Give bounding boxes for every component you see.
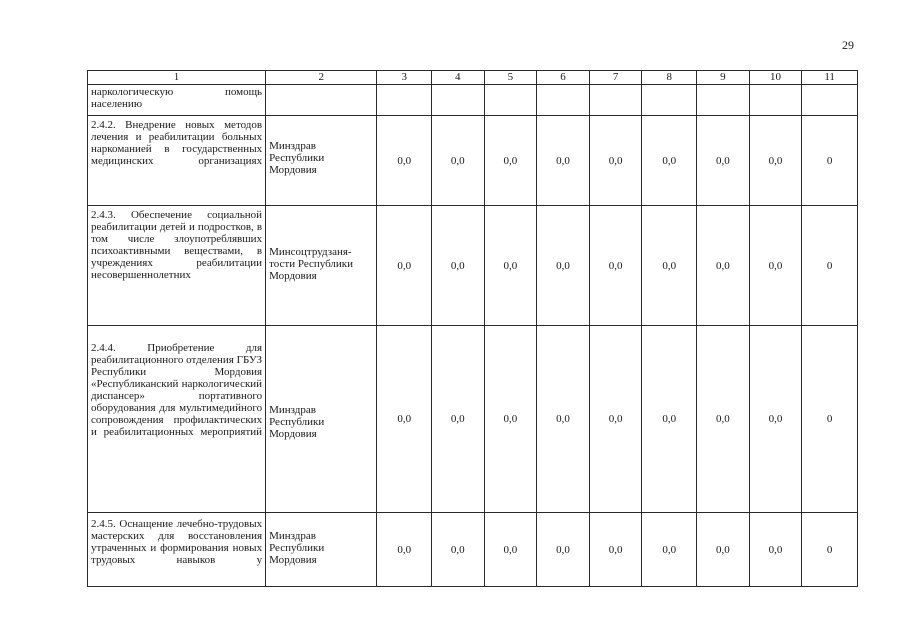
value-cell: 0: [802, 206, 858, 326]
executor-name: Минсоцтрудзаня- тости Республики Мордовия: [269, 246, 354, 282]
value-cell: 0: [802, 326, 858, 513]
column-header: 2: [266, 71, 377, 85]
value-cell: 0,0: [642, 513, 697, 587]
value-cell: 0,0: [432, 326, 485, 513]
value-cell: 0,0: [377, 513, 432, 587]
event-description: наркологическую помощь населению: [88, 85, 266, 116]
table-row: [88, 206, 858, 326]
executor-name: Минздрав Республики Мордовия: [269, 530, 325, 566]
value-cell: [432, 85, 485, 116]
value-cell: 0,0: [377, 206, 432, 326]
value-cell: 0,0: [432, 116, 485, 206]
value-cell: 0,0: [484, 206, 537, 326]
value-cell: [749, 85, 802, 116]
program-budget-table: [87, 70, 858, 587]
executor-name: Минздрав Республики Мордовия: [269, 140, 325, 176]
executor-cell: [266, 85, 377, 116]
event-description: 2.4.5. Оснащение лечебно-трудовых мастерских для восстановления утраченных и формирования новых трудовых навыков у: [88, 513, 266, 587]
value-cell: 0,0: [484, 116, 537, 206]
value-cell: 0,0: [537, 513, 590, 587]
value-cell: 0,0: [537, 206, 590, 326]
value-cell: [589, 85, 642, 116]
value-cell: 0,0: [642, 116, 697, 206]
value-cell: 0,0: [749, 116, 802, 206]
column-header: 1: [88, 71, 266, 85]
value-cell: 0,0: [377, 326, 432, 513]
column-number-header-row: [88, 71, 858, 85]
value-cell: [642, 85, 697, 116]
value-cell: [802, 85, 858, 116]
table-row: [88, 326, 858, 513]
value-cell: [377, 85, 432, 116]
column-header: 7: [589, 71, 642, 85]
value-cell: 0,0: [432, 513, 485, 587]
value-cell: 0,0: [749, 513, 802, 587]
executor-cell: [266, 513, 377, 587]
value-cell: 0,0: [642, 326, 697, 513]
column-header: 3: [377, 71, 432, 85]
column-header: 5: [484, 71, 537, 85]
value-cell: 0,0: [697, 326, 750, 513]
column-header: 4: [432, 71, 485, 85]
column-header: 11: [802, 71, 858, 85]
column-header: 9: [697, 71, 750, 85]
value-cell: 0,0: [589, 206, 642, 326]
table-row: [88, 513, 858, 587]
column-header: 10: [749, 71, 802, 85]
value-cell: 0,0: [589, 116, 642, 206]
value-cell: [697, 85, 750, 116]
executor-name: Минздрав Республики Мордовия: [269, 404, 325, 440]
value-cell: 0,0: [377, 116, 432, 206]
value-cell: 0,0: [749, 326, 802, 513]
value-cell: 0,0: [642, 206, 697, 326]
value-cell: 0,0: [697, 513, 750, 587]
value-cell: 0,0: [697, 116, 750, 206]
value-cell: [537, 85, 590, 116]
column-header: 8: [642, 71, 697, 85]
value-cell: 0,0: [484, 513, 537, 587]
value-cell: 0,0: [589, 326, 642, 513]
executor-cell: [266, 326, 377, 513]
page-number: 29: [842, 38, 854, 52]
value-cell: 0: [802, 513, 858, 587]
value-cell: 0,0: [432, 206, 485, 326]
executor-cell: [266, 206, 377, 326]
column-header: 6: [537, 71, 590, 85]
table-row: [88, 85, 858, 116]
value-cell: 0,0: [537, 326, 590, 513]
value-cell: 0,0: [749, 206, 802, 326]
event-description: 2.4.3. Обеспечение социальной реабилитации детей и подростков, в том числе злоупотреблявших психоактивными веществами, в учреждениях реабилитации несовершеннолетних: [88, 206, 266, 326]
value-cell: 0,0: [484, 326, 537, 513]
value-cell: 0: [802, 116, 858, 206]
table-row: [88, 116, 858, 206]
value-cell: [484, 85, 537, 116]
executor-cell: [266, 116, 377, 206]
value-cell: 0,0: [697, 206, 750, 326]
value-cell: 0,0: [537, 116, 590, 206]
event-description: 2.4.2. Внедрение новых методов лечения и реабилитации больных наркоманией в государственных медицинских организациях: [88, 116, 266, 206]
event-description: 2.4.4. Приобретение для реабилитационного отделения ГБУЗ Республики Мордовия «Республиканский наркологический диспансер» портативного оборудования для мультимедийного сопровождения профилактических и реабилитационных мероприятий: [88, 326, 266, 513]
value-cell: 0,0: [589, 513, 642, 587]
